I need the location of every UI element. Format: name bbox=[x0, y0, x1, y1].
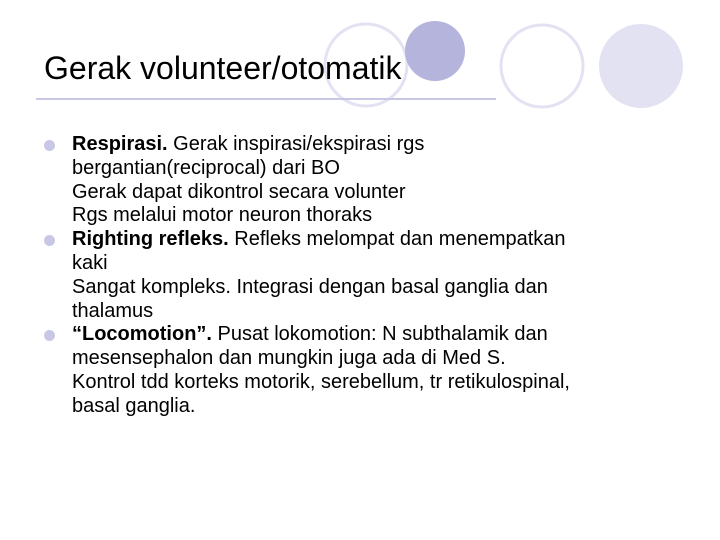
slide-title: Gerak volunteer/otomatik bbox=[44, 50, 402, 86]
bullet-line: Gerak dapat dikontrol secara volunter bbox=[72, 180, 406, 203]
bullet-line: Rgs melalui motor neuron thoraks bbox=[72, 204, 373, 227]
bullet-item-righting-refleks bbox=[44, 228, 684, 323]
bullet-line: Sangat kompleks. Integrasi dengan basal ganglia dan bbox=[72, 275, 548, 298]
bullet-line: thalamus bbox=[72, 299, 154, 322]
bullet-line: mesensephalon dan mungkin juga ada di Med S. bbox=[72, 347, 506, 370]
decor-circle-2 bbox=[405, 21, 465, 81]
bullet-item-respirasi bbox=[44, 133, 684, 228]
bullet-dot-icon bbox=[44, 330, 55, 341]
bullet-dot-icon bbox=[44, 235, 55, 246]
bullet-line: basal ganglia. bbox=[72, 394, 196, 417]
bullet-list bbox=[44, 133, 684, 419]
title-divider bbox=[36, 98, 496, 100]
bullet-first-line bbox=[72, 323, 684, 347]
bullet-lead: Respirasi. bbox=[72, 133, 168, 155]
bullet-item-locomotion bbox=[44, 323, 684, 418]
bullet-lead: “Locomotion”. bbox=[72, 323, 212, 346]
bullet-text: Refleks melompat dan menempatkan bbox=[228, 228, 566, 251]
bullet-first-line bbox=[72, 228, 684, 252]
bullet-dot-icon bbox=[44, 140, 55, 151]
bullet-text: Gerak inspirasi/ekspirasi rgs bbox=[167, 133, 425, 155]
decor-circle-4 bbox=[599, 24, 683, 108]
bullet-text: Pusat lokomotion: N subthalamik dan bbox=[211, 323, 548, 346]
bullet-line: kaki bbox=[72, 251, 108, 274]
bullet-lead: Righting refleks. bbox=[72, 228, 229, 251]
decor-circle-3 bbox=[501, 25, 583, 107]
bullet-line: Kontrol tdd korteks motorik, serebellum, tr retikulospinal, bbox=[72, 370, 570, 393]
bullet-first-line bbox=[72, 133, 684, 157]
bullet-line: bergantian(reciprocal) dari BO bbox=[72, 156, 340, 179]
